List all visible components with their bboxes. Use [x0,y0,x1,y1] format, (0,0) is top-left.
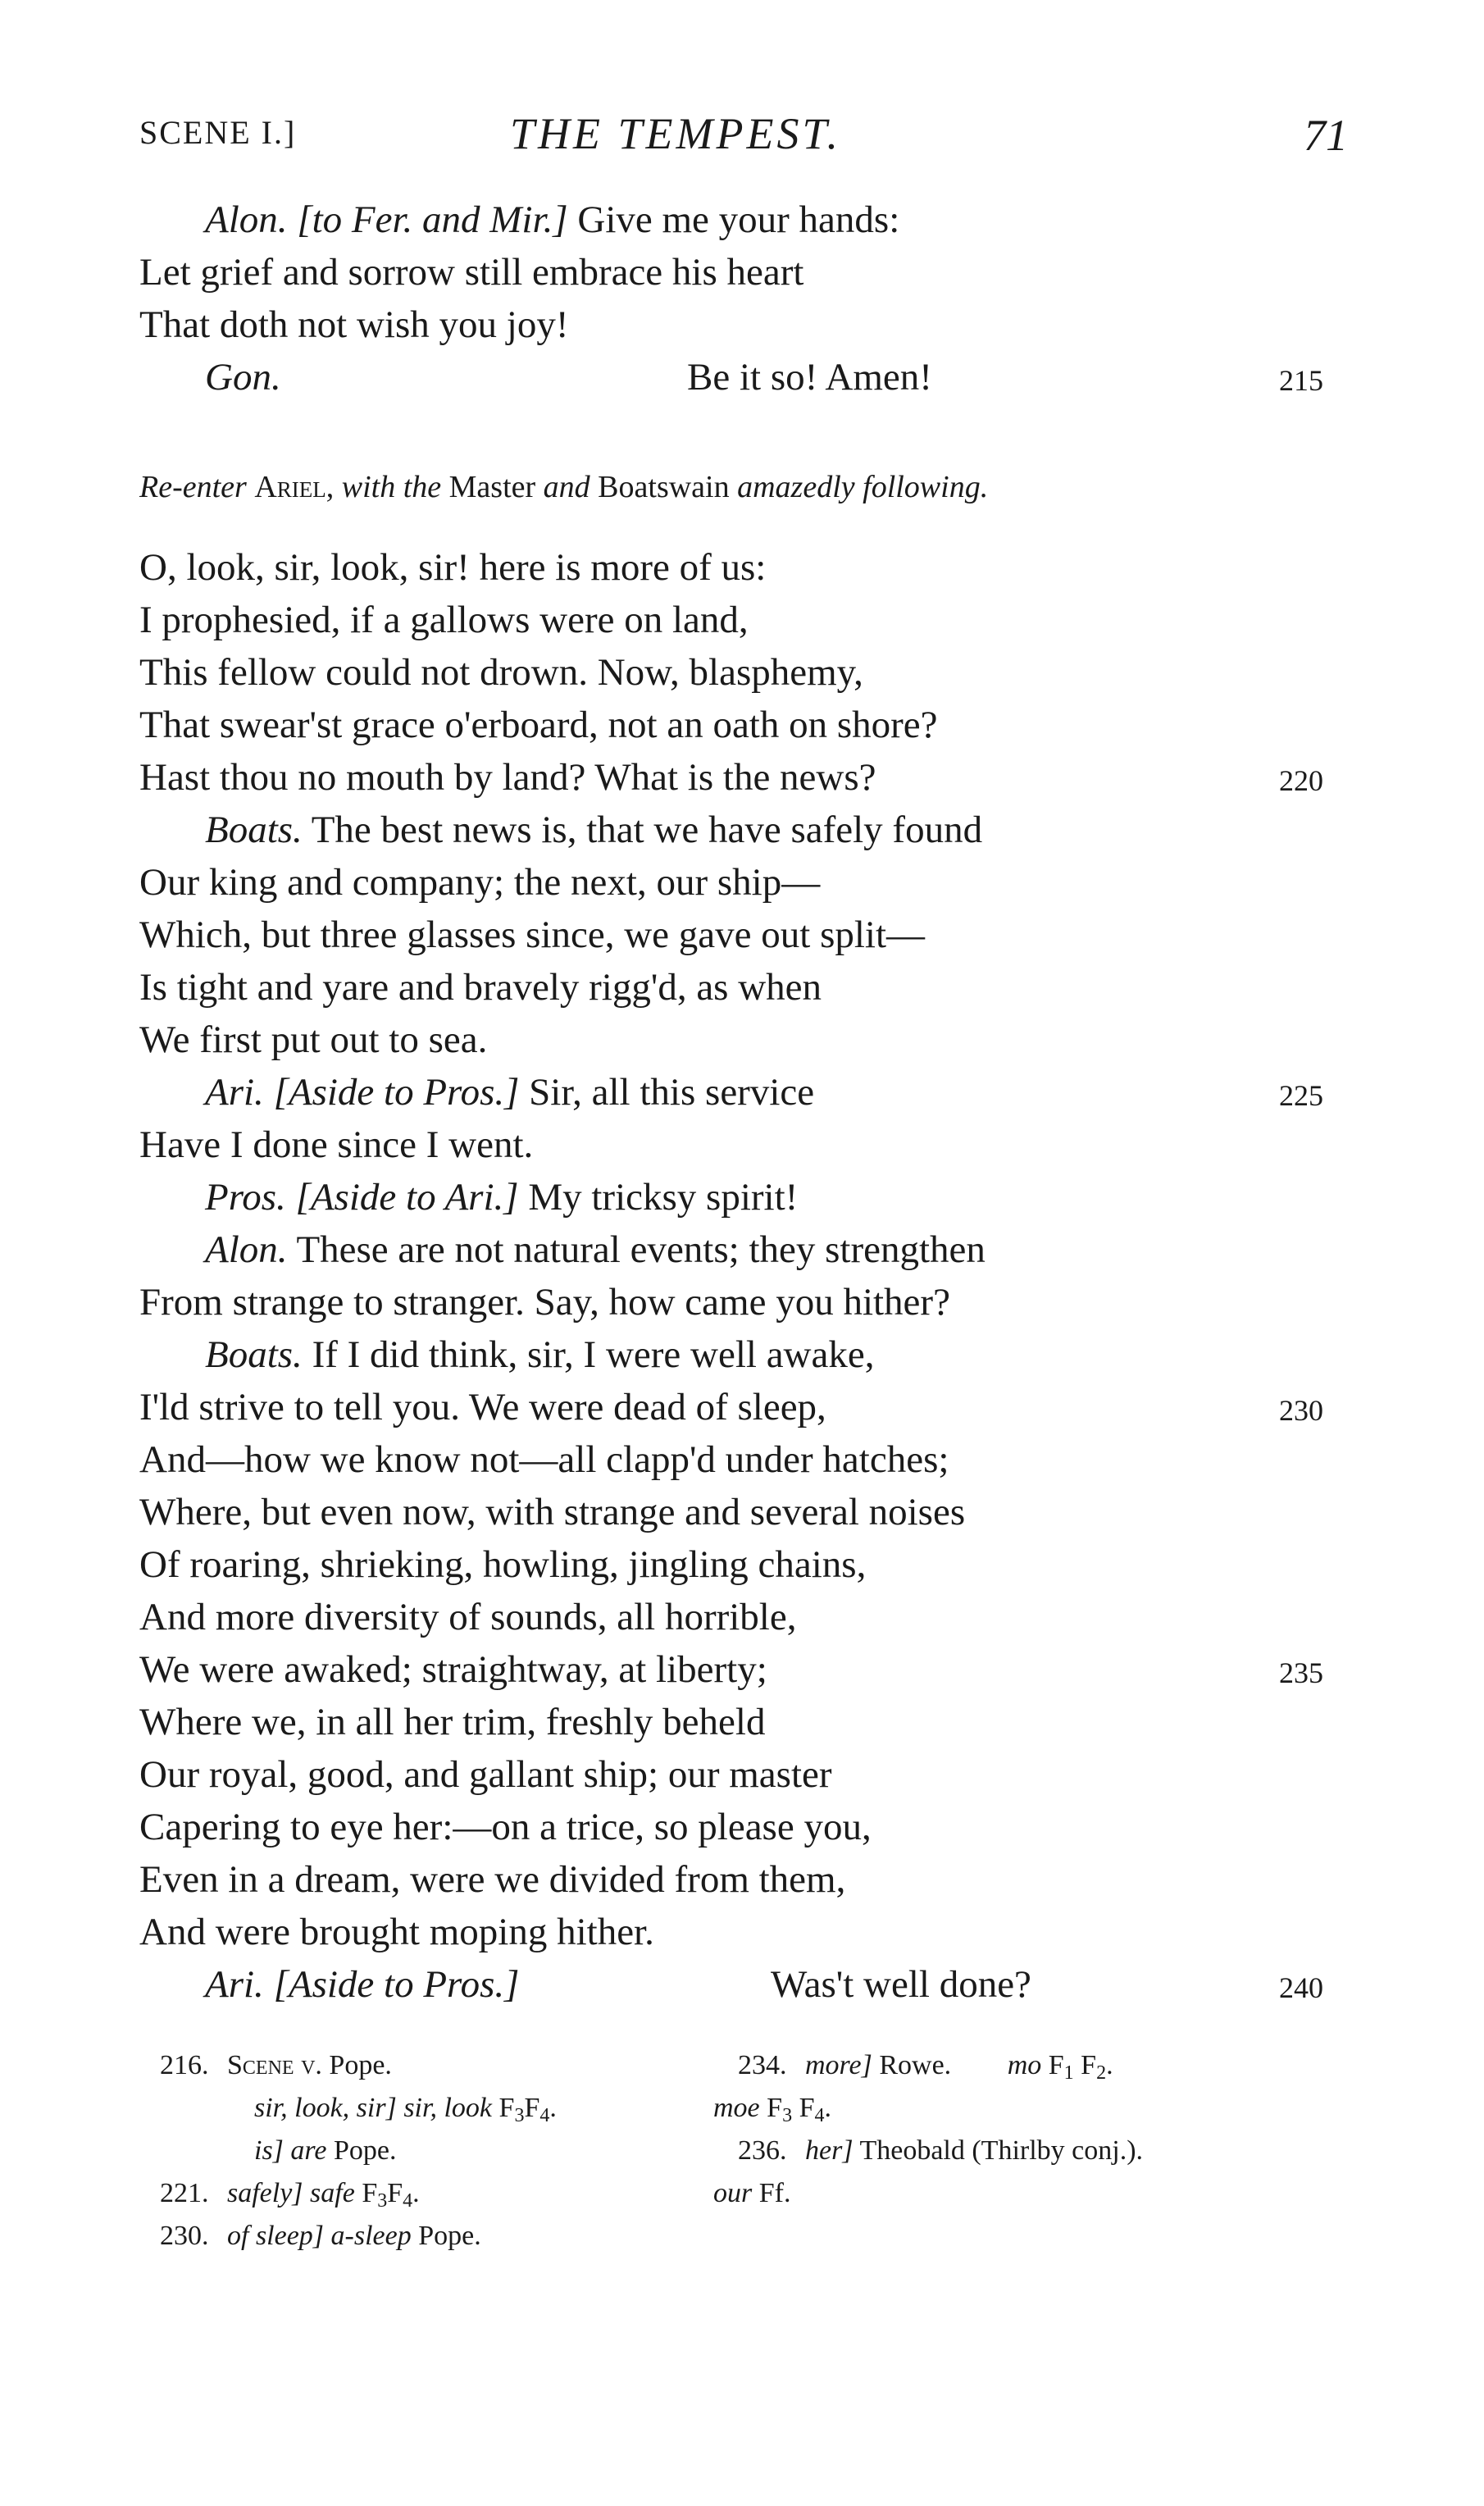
entrance-direction: Re-enter Ariel, with the Master and Boatswain amazedly following. [139,470,989,504]
footnote: 234. more] Rowe. mo $F_1$ $F_2$. [738,2050,1113,2084]
footnote: 216. Scene v. Pope. [160,2050,392,2080]
footnote-number: 230. [160,2221,209,2251]
speaker-name: Ari. [205,1071,264,1114]
line-number: 215 [1279,364,1323,397]
verse-line: We were awaked; straightway, at liberty; [139,1648,767,1691]
speaker-name: Boats. [205,809,303,851]
footnote-number: 216. [160,2050,209,2080]
line-text: Give me your hands: [577,198,900,241]
verse-line: That swear'st grace o'erboard, not an oath on shore? [139,704,938,746]
verse-line: And were brought moping hither. [139,1911,654,1953]
verse-line: Is tight and yare and bravely rigg'd, as when [139,966,822,1009]
verse-line: Where we, in all her trim, freshly beheld [139,1701,766,1743]
verse-line [205,1328,874,1381]
verse-line: Our royal, good, and gallant ship; our master [139,1753,832,1796]
verse-line [205,1171,798,1223]
verse-line [205,1223,986,1276]
verse-line: From strange to stranger. Say, how came you hither? [139,1281,950,1324]
speaker-name: Ari. [205,1963,264,2006]
stage-direction: [Aside to Ari.] [295,1176,519,1219]
line-text: My tricksy spirit! [528,1176,799,1219]
footnote: 230. of sleep] a-sleep Pope. [160,2221,481,2251]
stage-direction: [Aside to Pros.] [273,1963,520,2006]
line-number: 225 [1279,1079,1323,1112]
verse-line [205,351,281,403]
verse-line: O, look, sir, look, sir! here is more of us: [139,546,767,589]
verse-line: Our king and company; the next, our ship— [139,861,821,904]
verse-line: And—how we know not—all clapp'd under hatches; [139,1438,949,1481]
verse-line: Which, but three glasses since, we gave out split— [139,914,926,956]
line-number: 220 [1279,764,1323,797]
footnote: 221. safely] safe $F_3F_4$. [160,2178,420,2212]
verse-line [205,1958,519,2011]
speaker-name: Pros. [205,1176,286,1219]
verse-line: Of roaring, shrieking, howling, jingling chains, [139,1543,867,1586]
footnote: moe $F_3$ $F_4$. [713,2093,831,2126]
line-text: Be it so! Amen! [687,356,932,399]
verse-line: Capering to eye her:—on a trice, so please you, [139,1806,872,1848]
footnote-number: 221. [160,2178,209,2208]
footnote: sir, look, sir] sir, look $F_3F_4$. [254,2093,557,2126]
footnote-number: 236. [738,2135,787,2166]
footnote: 236. her] Theobald (Thirlby conj.). [738,2135,1144,2166]
verse-line: We first put out to sea. [139,1018,488,1061]
speaker-name: Alon. [205,1228,288,1271]
footnote: our Ff. [713,2178,791,2208]
verse-line [205,804,982,856]
line-number: 235 [1279,1656,1323,1689]
scene-header: SCENE I.] [139,114,297,151]
play-title: THE TEMPEST. [510,109,842,158]
line-text: Sir, all this service [529,1071,815,1114]
line-text: Was't well done? [771,1963,1031,2006]
line-number: 240 [1279,1971,1323,2004]
verse-line: This fellow could not drown. Now, blasphemy, [139,651,863,694]
verse-line: I prophesied, if a gallows were on land, [139,599,749,641]
verse-line: Hast thou no mouth by land? What is the news? [139,756,876,799]
verse-line [205,1066,814,1119]
stage-direction: [to Fer. and Mir.] [297,198,568,241]
verse-line: That doth not wish you joy! [139,303,569,346]
stage-direction: [Aside to Pros.] [273,1071,520,1114]
verse-line: Where, but even now, with strange and several noises [139,1491,966,1533]
verse-line: Let grief and sorrow still embrace his heart [139,251,804,294]
verse-line: Even in a dream, were we divided from them, [139,1858,846,1901]
verse-line [205,194,899,246]
line-text: These are not natural events; they strengthen [296,1228,986,1271]
verse-line: I'ld strive to tell you. We were dead of sleep, [139,1386,826,1428]
speaker-name: Boats. [205,1333,303,1376]
page-number: 71 [1304,111,1348,160]
line-number: 230 [1279,1394,1323,1427]
line-text: The best news is, that we have safely found [311,809,983,851]
speaker-name: Gon. [205,356,281,399]
speaker-name: Alon. [205,198,288,241]
verse-line: Have I done since I went. [139,1123,534,1166]
footnote-number: 234. [738,2050,787,2080]
footnote: is] are Pope. [254,2135,397,2166]
line-text: If I did think, sir, I were well awake, [312,1333,875,1376]
verse-line: And more diversity of sounds, all horrible, [139,1596,797,1638]
